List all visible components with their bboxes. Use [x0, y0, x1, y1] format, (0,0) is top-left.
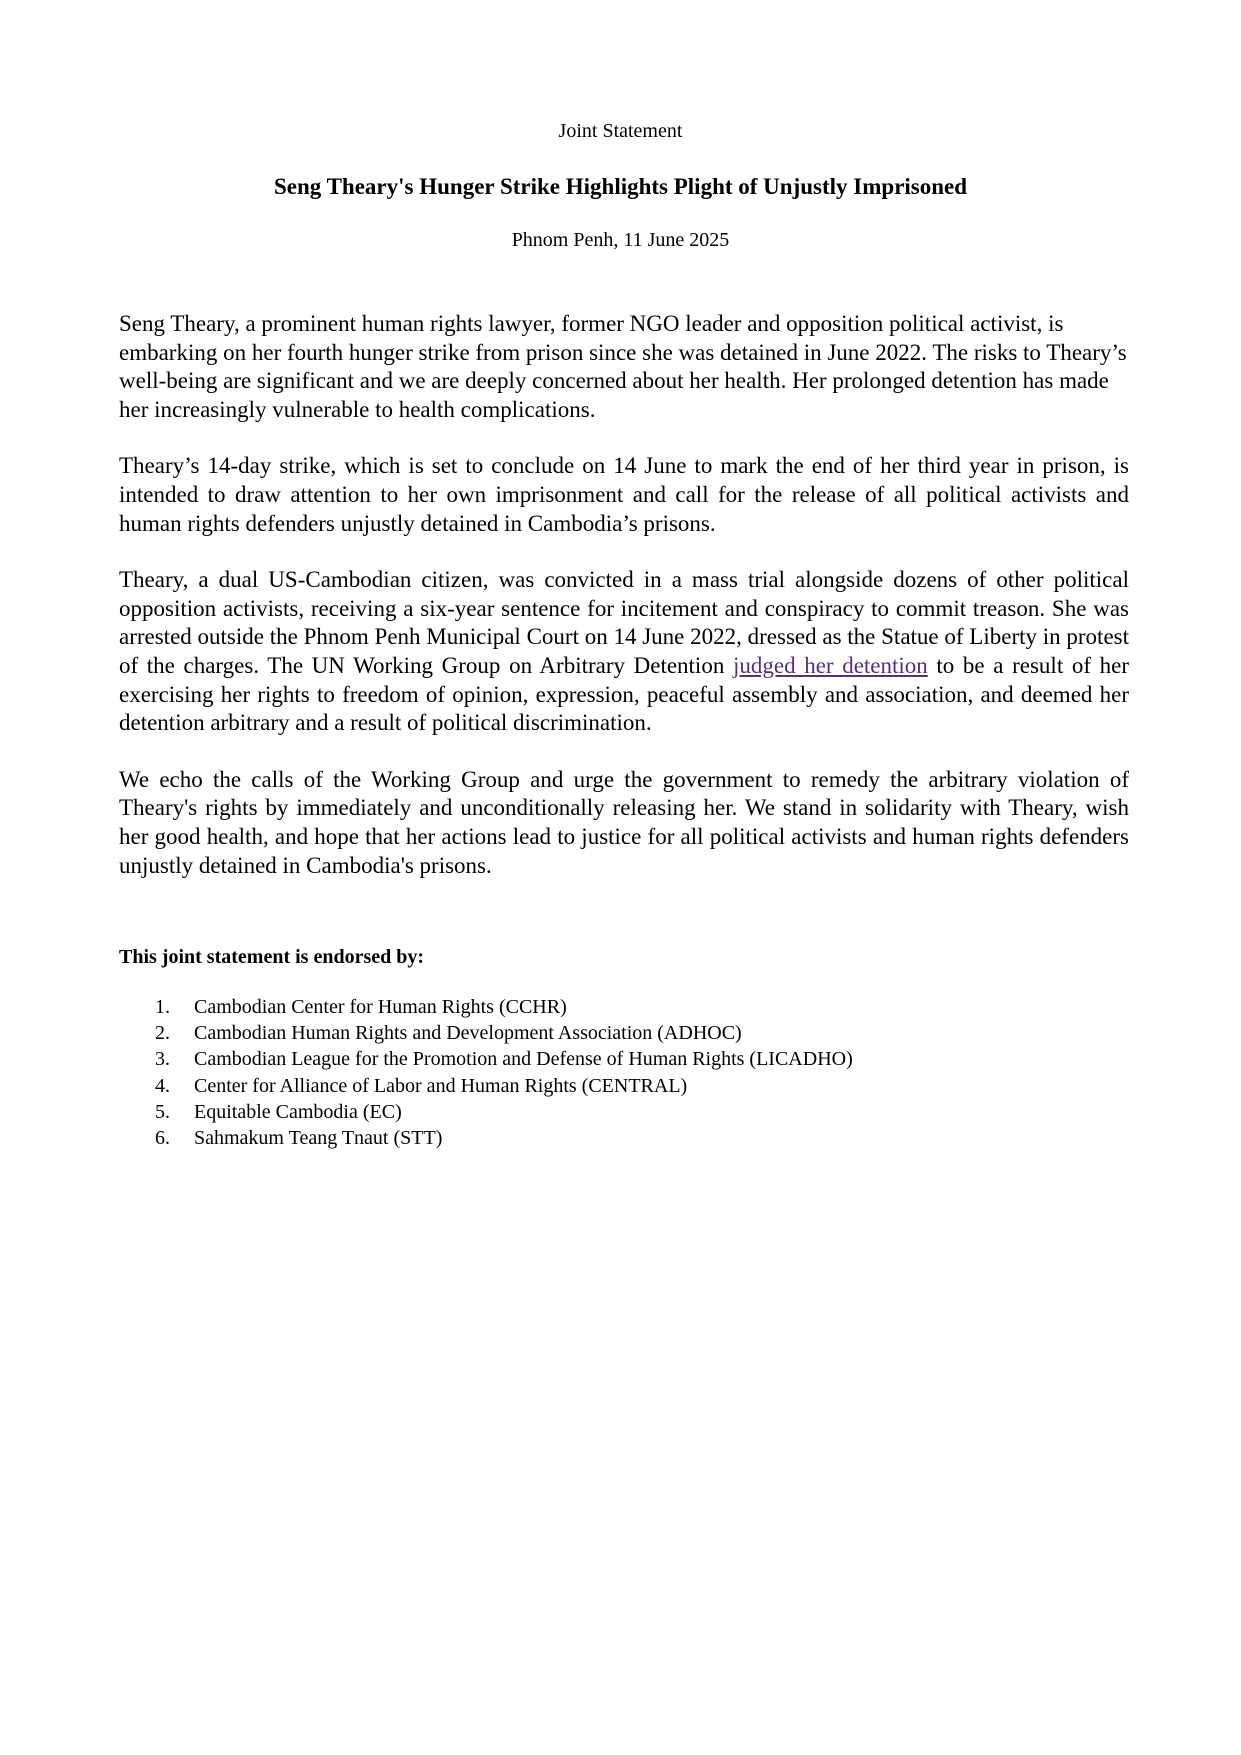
paragraph-4: We echo the calls of the Working Group and urge the government to remedy the arbitrary violation of Theary's rights by immediately and unconditionally releasing her. We stand in solidarity with Theary, wish her good health, and hope that her actions lead to justice for all political activists and human rights defenders unjustly detained in Cambodia's prisons. [119, 766, 1129, 878]
list-item [119, 1073, 853, 1099]
wgad-opinion-link[interactable]: judged her detention [732, 652, 928, 678]
list-item-number: 1. [155, 996, 170, 1018]
list-item [119, 1125, 853, 1151]
list-item-label: Center for Alliance of Labor and Human Rights (CENTRAL) [194, 1074, 688, 1097]
document-title: Seng Theary's Hunger Strike Highlights Plight of Unjustly Imprisoned [273, 174, 968, 199]
list-item [119, 994, 853, 1020]
dateline: Phnom Penh, 11 June 2025 [511, 229, 730, 251]
list-item [119, 1020, 853, 1046]
paragraph-2: Theary’s 14-day strike, which is set to conclude on 14 June to mark the end of her third year in prison, is intended to draw attention to her own imprisonment and call for the release of all political activists and human rights defenders unjustly detained in Cambodia’s prisons. [119, 453, 1129, 536]
list-item-label: Cambodian Center for Human Rights (CCHR) [194, 996, 567, 1018]
list-item [119, 1046, 853, 1072]
list-item-number: 5. [155, 1100, 170, 1123]
list-item-number: 2. [155, 1022, 170, 1045]
document-label: Joint Statement [558, 120, 683, 142]
paragraph-3-text-start: Theary, a dual US-Cambodian citizen, was convicted in a mass trial alongside dozens of other political opposition activists, receiving a six-year sentence for incitement and conspiracy to commit treason. She was arrested outside the Phnom Penh Municipal Court on 14 June 2022, dressed as the Statue of Liberty in protest of the charges. The UN Working Group on Arbitrary Detention [119, 567, 1129, 678]
list-item [119, 1099, 853, 1125]
statement-body [119, 310, 1129, 908]
list-item-number: 6. [155, 1127, 170, 1150]
endorsement-heading: This joint statement is endorsed by: [119, 946, 425, 968]
paragraph-1: Seng Theary, a prominent human rights lawyer, former NGO leader and opposition political activist, is embarking on her fourth hunger strike from prison since she was detained in June 2022. The risks to Theary’s well-being are significant and we are deeply concerned about her health. Her prolonged detention has made her increasingly vulnerable to health complications. [119, 311, 1127, 422]
list-item-label: Cambodian League for the Promotion and Defense of Human Rights (LICADHO) [194, 1048, 853, 1071]
list-item-label: Equitable Cambodia (EC) [194, 1100, 402, 1123]
list-item-label: Sahmakum Teang Tnaut (STT) [194, 1127, 443, 1150]
endorser-list [119, 994, 853, 1151]
paragraph-3-text-end: to be a result of her exercising her rights to freedom of opinion, expression, peaceful assembly and association, and deemed her detention arbitrary and a result of political discrimination. [119, 652, 1129, 736]
list-item-number: 3. [155, 1048, 170, 1071]
list-item-label: Cambodian Human Rights and Development Association (ADHOC) [194, 1022, 742, 1045]
paragraph-3 [119, 566, 1129, 738]
list-item-number: 4. [155, 1074, 170, 1097]
